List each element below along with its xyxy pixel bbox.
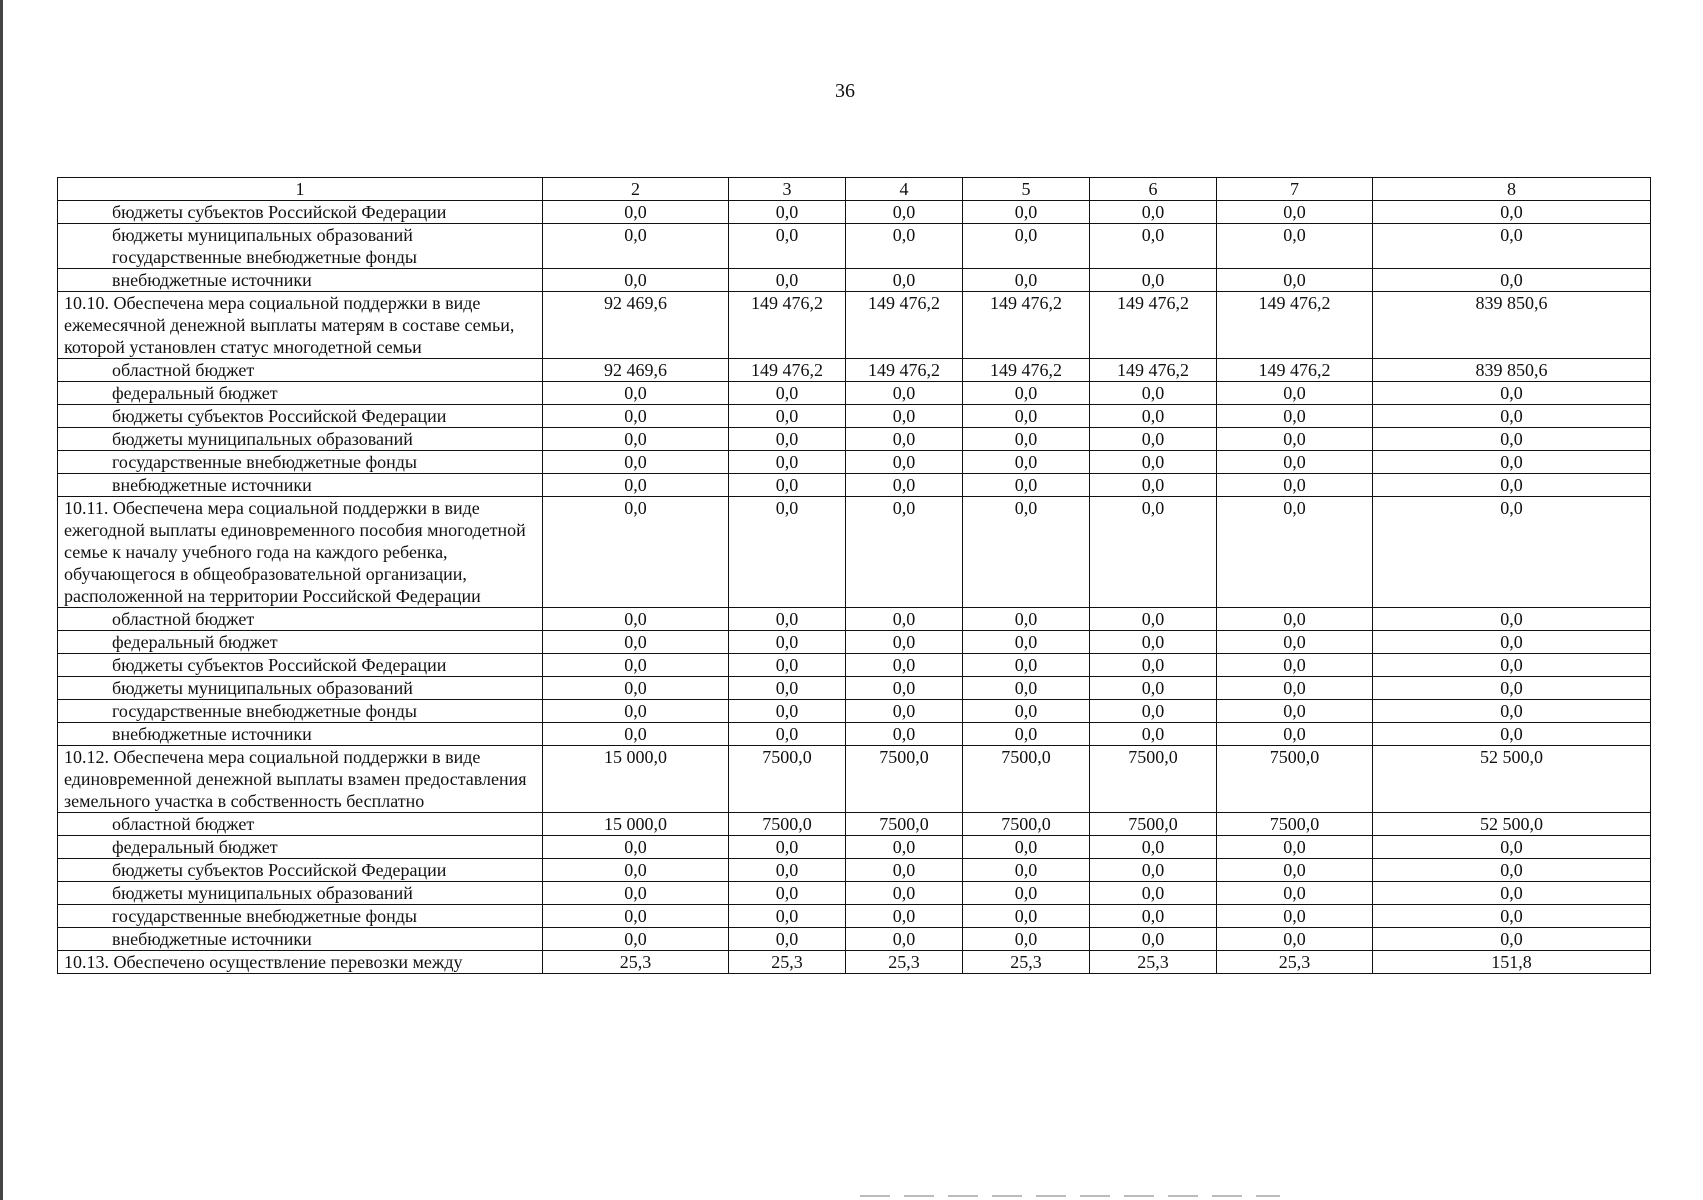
value-cell: 0,0 (729, 451, 846, 474)
value-cell: 0,0 (543, 451, 729, 474)
value-cell: 52 500,0 (1373, 746, 1651, 813)
table-row (58, 201, 1651, 224)
value-cell: 0,0 (1373, 928, 1651, 951)
value-cell: 0,0 (1090, 700, 1217, 723)
value-cell: 149 476,2 (729, 292, 846, 359)
table-row (58, 746, 1651, 813)
value-cell: 0,0 (543, 497, 729, 608)
value-cell: 25,3 (543, 951, 729, 974)
value-cell: 7500,0 (729, 813, 846, 836)
row-label: бюджеты субъектов Российской Федерации (58, 859, 543, 882)
table-row (58, 359, 1651, 382)
value-cell: 7500,0 (1217, 813, 1373, 836)
value-cell: 0,0 (1373, 269, 1651, 292)
header-cell: 6 (1090, 178, 1217, 201)
value-cell: 0,0 (1217, 608, 1373, 631)
value-cell: 0,0 (729, 836, 846, 859)
value-cell: 25,3 (729, 951, 846, 974)
value-cell: 0,0 (543, 474, 729, 497)
header-cell: 7 (1217, 178, 1373, 201)
value-cell: 0,0 (1090, 405, 1217, 428)
value-cell: 92 469,6 (543, 359, 729, 382)
value-cell: 0,0 (963, 859, 1090, 882)
page-number: 36 (835, 80, 855, 102)
row-label: бюджеты муниципальных образований (58, 882, 543, 905)
row-label: 10.12. Обеспечена мера социальной поддержки в виде единовременной денежной выплаты взамен предоставления земельного участка в собственность бесплатно (58, 746, 543, 813)
value-cell: 0,0 (1217, 928, 1373, 951)
value-cell: 0,0 (543, 859, 729, 882)
value-cell: 839 850,6 (1373, 359, 1651, 382)
table-row (58, 382, 1651, 405)
value-cell: 0,0 (1373, 654, 1651, 677)
value-cell: 0,0 (1373, 474, 1651, 497)
value-cell: 0,0 (543, 269, 729, 292)
value-cell: 0,0 (846, 928, 963, 951)
row-label: государственные внебюджетные фонды (58, 451, 543, 474)
table-row (58, 813, 1651, 836)
value-cell: 0,0 (729, 382, 846, 405)
table-row (58, 836, 1651, 859)
value-cell: 0,0 (543, 836, 729, 859)
header-cell: 3 (729, 178, 846, 201)
header-row (58, 178, 1651, 201)
value-cell: 0,0 (1090, 497, 1217, 608)
header-cell: 8 (1373, 178, 1651, 201)
value-cell: 0,0 (1217, 700, 1373, 723)
row-label: внебюджетные источники (58, 269, 543, 292)
value-cell: 149 476,2 (1090, 292, 1217, 359)
value-cell: 0,0 (846, 428, 963, 451)
value-cell: 0,0 (1090, 654, 1217, 677)
value-cell: 0,0 (729, 654, 846, 677)
value-cell: 151,8 (1373, 951, 1651, 974)
value-cell: 0,0 (1217, 224, 1373, 269)
value-cell: 0,0 (846, 269, 963, 292)
value-cell: 0,0 (1373, 836, 1651, 859)
value-cell: 0,0 (1373, 859, 1651, 882)
value-cell: 0,0 (1217, 836, 1373, 859)
value-cell: 0,0 (963, 905, 1090, 928)
value-cell: 0,0 (846, 497, 963, 608)
row-label: бюджеты субъектов Российской Федерации (58, 654, 543, 677)
value-cell: 0,0 (1373, 905, 1651, 928)
row-label: внебюджетные источники (58, 474, 543, 497)
value-cell: 0,0 (1373, 428, 1651, 451)
value-cell: 0,0 (1090, 677, 1217, 700)
table-row (58, 224, 1651, 269)
value-cell: 0,0 (963, 928, 1090, 951)
value-cell: 0,0 (1373, 631, 1651, 654)
table-row (58, 474, 1651, 497)
row-label: областной бюджет (58, 359, 543, 382)
table-row (58, 905, 1651, 928)
value-cell: 0,0 (846, 677, 963, 700)
row-label: бюджеты субъектов Российской Федерации (58, 201, 543, 224)
value-cell: 0,0 (729, 700, 846, 723)
value-cell: 0,0 (1373, 723, 1651, 746)
value-cell: 0,0 (963, 723, 1090, 746)
value-cell: 0,0 (1090, 608, 1217, 631)
value-cell: 7500,0 (846, 813, 963, 836)
value-cell: 0,0 (1217, 723, 1373, 746)
value-cell: 0,0 (963, 451, 1090, 474)
value-cell: 149 476,2 (963, 292, 1090, 359)
row-label: федеральный бюджет (58, 836, 543, 859)
row-label: 10.13. Обеспечено осуществление перевозки между (58, 951, 543, 974)
value-cell: 0,0 (1217, 451, 1373, 474)
value-cell: 149 476,2 (1090, 359, 1217, 382)
value-cell: 0,0 (846, 474, 963, 497)
value-cell: 0,0 (543, 928, 729, 951)
table-row (58, 451, 1651, 474)
header-cell: 5 (963, 178, 1090, 201)
value-cell: 149 476,2 (963, 359, 1090, 382)
table-row (58, 631, 1651, 654)
value-cell: 0,0 (1217, 882, 1373, 905)
value-cell: 0,0 (963, 201, 1090, 224)
value-cell: 0,0 (846, 631, 963, 654)
value-cell: 0,0 (963, 608, 1090, 631)
value-cell: 0,0 (1373, 201, 1651, 224)
table-row (58, 882, 1651, 905)
table-body (58, 178, 1651, 974)
row-label: бюджеты муниципальных образований (58, 428, 543, 451)
value-cell: 0,0 (1090, 836, 1217, 859)
value-cell: 0,0 (543, 405, 729, 428)
table-row (58, 292, 1651, 359)
value-cell: 0,0 (729, 224, 846, 269)
value-cell: 0,0 (729, 608, 846, 631)
value-cell: 0,0 (846, 405, 963, 428)
value-cell: 0,0 (1373, 405, 1651, 428)
value-cell: 0,0 (846, 224, 963, 269)
value-cell: 0,0 (963, 224, 1090, 269)
value-cell: 0,0 (543, 382, 729, 405)
table-row (58, 928, 1651, 951)
value-cell: 0,0 (846, 608, 963, 631)
row-label: бюджеты муниципальных образований государственные внебюджетные фонды (58, 224, 543, 269)
row-label: бюджеты муниципальных образований (58, 677, 543, 700)
value-cell: 7500,0 (1090, 813, 1217, 836)
value-cell: 0,0 (846, 882, 963, 905)
table-row (58, 269, 1651, 292)
value-cell: 0,0 (1217, 405, 1373, 428)
value-cell: 0,0 (963, 654, 1090, 677)
value-cell: 0,0 (1090, 201, 1217, 224)
value-cell: 0,0 (543, 677, 729, 700)
value-cell: 0,0 (1217, 269, 1373, 292)
value-cell: 0,0 (963, 382, 1090, 405)
value-cell: 0,0 (543, 608, 729, 631)
value-cell: 0,0 (1090, 224, 1217, 269)
value-cell: 92 469,6 (543, 292, 729, 359)
value-cell: 0,0 (729, 859, 846, 882)
value-cell: 0,0 (846, 836, 963, 859)
value-cell: 0,0 (729, 882, 846, 905)
value-cell: 0,0 (963, 405, 1090, 428)
table-row (58, 677, 1651, 700)
table-row (58, 405, 1651, 428)
value-cell: 0,0 (729, 269, 846, 292)
value-cell: 0,0 (1090, 723, 1217, 746)
value-cell: 0,0 (963, 677, 1090, 700)
row-label: внебюджетные источники (58, 723, 543, 746)
value-cell: 0,0 (963, 882, 1090, 905)
value-cell: 0,0 (963, 497, 1090, 608)
value-cell: 0,0 (1373, 882, 1651, 905)
value-cell: 0,0 (729, 677, 846, 700)
row-label: областной бюджет (58, 608, 543, 631)
value-cell: 0,0 (729, 905, 846, 928)
value-cell: 0,0 (729, 474, 846, 497)
value-cell: 0,0 (1090, 451, 1217, 474)
value-cell: 0,0 (1217, 382, 1373, 405)
value-cell: 0,0 (729, 928, 846, 951)
value-cell: 0,0 (1090, 474, 1217, 497)
value-cell: 0,0 (543, 201, 729, 224)
value-cell: 0,0 (1217, 201, 1373, 224)
value-cell: 0,0 (846, 654, 963, 677)
value-cell: 149 476,2 (729, 359, 846, 382)
value-cell: 25,3 (846, 951, 963, 974)
value-cell: 0,0 (963, 836, 1090, 859)
value-cell: 0,0 (963, 269, 1090, 292)
value-cell: 0,0 (729, 201, 846, 224)
value-cell: 0,0 (1217, 859, 1373, 882)
value-cell: 0,0 (1373, 700, 1651, 723)
value-cell: 15 000,0 (543, 746, 729, 813)
value-cell: 0,0 (846, 700, 963, 723)
value-cell: 0,0 (729, 631, 846, 654)
value-cell: 0,0 (963, 474, 1090, 497)
value-cell: 0,0 (729, 497, 846, 608)
table-row (58, 700, 1651, 723)
value-cell: 0,0 (729, 405, 846, 428)
header-cell: 4 (846, 178, 963, 201)
value-cell: 0,0 (729, 723, 846, 746)
row-label: областной бюджет (58, 813, 543, 836)
value-cell: 0,0 (1373, 382, 1651, 405)
row-label: федеральный бюджет (58, 631, 543, 654)
value-cell: 0,0 (543, 654, 729, 677)
row-label: 10.11. Обеспечена мера социальной поддержки в виде ежегодной выплаты единовременного пособия многодетной семье к началу учебного года на каждого ребенка, обучающегося в общеобразовательной организации, расположенной на территории Российской Федерации (58, 497, 543, 608)
row-label: государственные внебюджетные фонды (58, 700, 543, 723)
value-cell: 15 000,0 (543, 813, 729, 836)
value-cell: 0,0 (1090, 382, 1217, 405)
value-cell: 0,0 (1217, 654, 1373, 677)
value-cell: 25,3 (963, 951, 1090, 974)
table-row (58, 723, 1651, 746)
value-cell: 0,0 (1217, 474, 1373, 497)
value-cell: 0,0 (543, 428, 729, 451)
value-cell: 0,0 (543, 700, 729, 723)
table-row (58, 428, 1651, 451)
value-cell: 52 500,0 (1373, 813, 1651, 836)
value-cell: 0,0 (846, 905, 963, 928)
value-cell: 0,0 (1373, 677, 1651, 700)
value-cell: 0,0 (1373, 451, 1651, 474)
value-cell: 0,0 (729, 428, 846, 451)
value-cell: 0,0 (543, 723, 729, 746)
value-cell: 0,0 (846, 382, 963, 405)
value-cell: 0,0 (543, 905, 729, 928)
value-cell: 149 476,2 (1217, 359, 1373, 382)
value-cell: 0,0 (1090, 882, 1217, 905)
value-cell: 0,0 (846, 201, 963, 224)
value-cell: 0,0 (846, 451, 963, 474)
value-cell: 0,0 (846, 859, 963, 882)
scan-artifact (860, 1195, 1280, 1197)
value-cell: 25,3 (1217, 951, 1373, 974)
value-cell: 0,0 (1373, 224, 1651, 269)
value-cell: 0,0 (1217, 428, 1373, 451)
table-row (58, 608, 1651, 631)
header-cell: 1 (58, 178, 543, 201)
value-cell: 0,0 (1090, 928, 1217, 951)
row-label: государственные внебюджетные фонды (58, 905, 543, 928)
value-cell: 0,0 (543, 631, 729, 654)
value-cell: 25,3 (1090, 951, 1217, 974)
value-cell: 0,0 (963, 700, 1090, 723)
value-cell: 0,0 (1090, 428, 1217, 451)
value-cell: 7500,0 (1090, 746, 1217, 813)
value-cell: 0,0 (1217, 631, 1373, 654)
value-cell: 149 476,2 (846, 359, 963, 382)
value-cell: 7500,0 (846, 746, 963, 813)
value-cell: 0,0 (1090, 269, 1217, 292)
value-cell: 0,0 (1090, 631, 1217, 654)
table-row (58, 654, 1651, 677)
value-cell: 0,0 (963, 428, 1090, 451)
row-label: внебюджетные источники (58, 928, 543, 951)
row-label: федеральный бюджет (58, 382, 543, 405)
budget-table (57, 177, 1651, 974)
header-cell: 2 (543, 178, 729, 201)
value-cell: 0,0 (543, 882, 729, 905)
value-cell: 149 476,2 (1217, 292, 1373, 359)
value-cell: 0,0 (963, 631, 1090, 654)
value-cell: 0,0 (1373, 608, 1651, 631)
table-row (58, 951, 1651, 974)
value-cell: 0,0 (1217, 905, 1373, 928)
value-cell: 7500,0 (963, 746, 1090, 813)
value-cell: 0,0 (1217, 677, 1373, 700)
value-cell: 839 850,6 (1373, 292, 1651, 359)
value-cell: 7500,0 (963, 813, 1090, 836)
value-cell: 0,0 (1373, 497, 1651, 608)
scan-left-edge (0, 0, 3, 1200)
value-cell: 7500,0 (1217, 746, 1373, 813)
value-cell: 7500,0 (729, 746, 846, 813)
table-row (58, 497, 1651, 608)
value-cell: 0,0 (543, 224, 729, 269)
row-label: 10.10. Обеспечена мера социальной поддержки в виде ежемесячной денежной выплаты матерям в составе семьи, которой установлен статус многодетной семьи (58, 292, 543, 359)
value-cell: 0,0 (846, 723, 963, 746)
value-cell: 0,0 (1217, 497, 1373, 608)
value-cell: 0,0 (1090, 859, 1217, 882)
value-cell: 149 476,2 (846, 292, 963, 359)
value-cell: 0,0 (1090, 905, 1217, 928)
table-row (58, 859, 1651, 882)
row-label: бюджеты субъектов Российской Федерации (58, 405, 543, 428)
